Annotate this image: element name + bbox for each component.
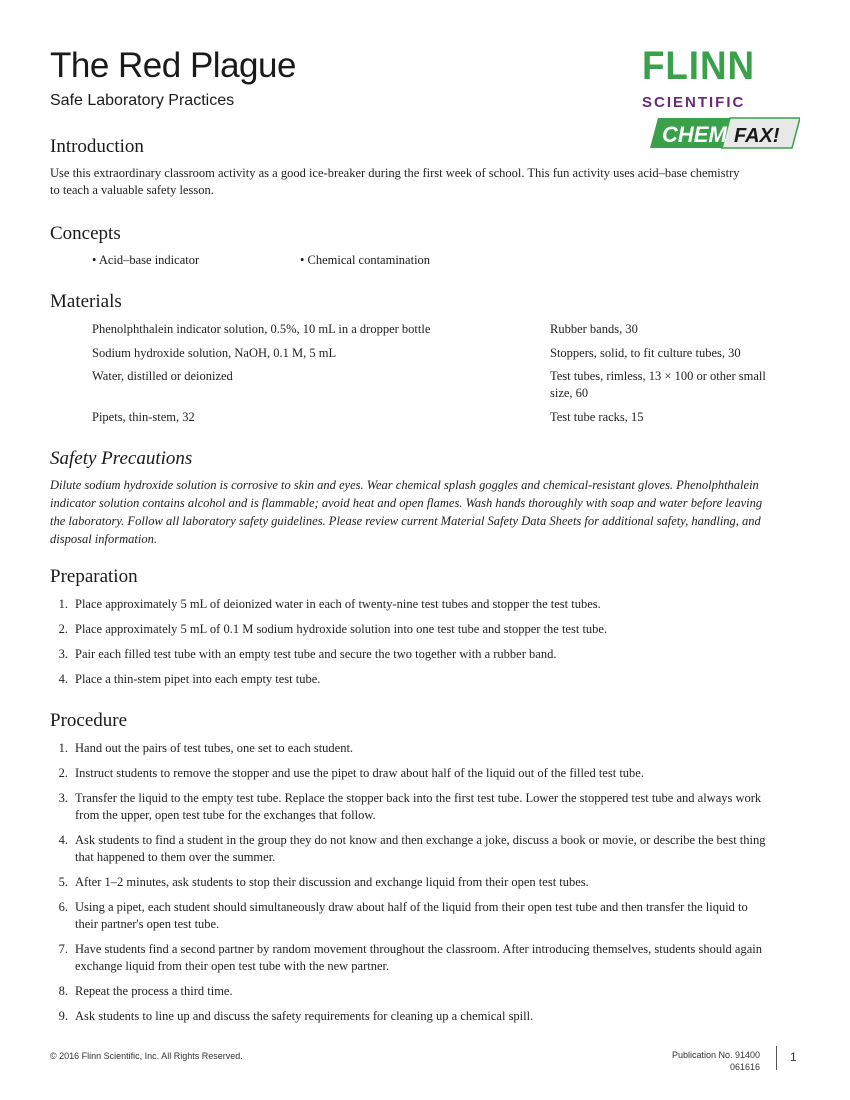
logo-scientific: SCIENTIFIC xyxy=(642,94,746,111)
procedure-step: 1. Hand out the pairs of test tubes, one set to each student. xyxy=(58,741,354,755)
procedure-step: 8. Repeat the process a third time. xyxy=(58,984,233,998)
preparation-step: 3. Pair each filled test tube with an empty test tube and secure the two together with a rubber band. xyxy=(58,647,557,661)
publication-code: 061616 xyxy=(729,1062,760,1072)
safety-heading: Safety Precautions xyxy=(50,448,193,469)
introduction-text: Use this extraordinary classroom activity as a good ice-breaker during the first week of school. This fun activity uses acid–base chemistry to teach a valuable safety lesson. xyxy=(50,166,740,197)
material-item: Sodium hydroxide solution, NaOH, 0.1 M, 5 mL xyxy=(92,346,337,360)
procedure-step: 4. Ask students to find a student in the group they do not know and then exchange a joke, discuss a book or movie, or describe the best thing that happened to them over the summer. xyxy=(58,833,766,864)
material-item: Stoppers, solid, to fit culture tubes, 30 xyxy=(550,346,741,360)
material-item: Test tube racks, 15 xyxy=(550,410,644,424)
logo-chem: CHEM xyxy=(662,122,727,147)
introduction-heading: Introduction xyxy=(50,136,144,157)
procedure-step: 7. Have students find a second partner by random movement throughout the classroom. After introducing themselves, students should again exchange liquid from their open test tube with the new partner. xyxy=(58,942,763,973)
publication-number: Publication No. 91400 xyxy=(671,1050,760,1060)
procedure-step: 9. Ask students to line up and discuss the safety requirements for cleaning up a chemical spill. xyxy=(58,1009,534,1023)
publication-info xyxy=(672,1049,760,1073)
procedure-heading: Procedure xyxy=(50,710,128,731)
concept-item: • Acid–base indicator xyxy=(92,253,200,267)
materials-heading: Materials xyxy=(50,291,122,312)
material-item: Phenolphthalein indicator solution, 0.5%, 10 mL in a dropper bottle xyxy=(92,322,431,336)
logo-brand: FLINN xyxy=(642,44,755,88)
page-number: 1 xyxy=(790,1050,797,1064)
logo-fax: FAX! xyxy=(734,125,780,147)
safety-text: Dilute sodium hydroxide solution is corrosive to skin and eyes. Wear chemical splash goggles and chemical-resistant gloves. Phenolphthalein indicator solution contains alcohol and is flammable; avoid heat and open flames. Wash hands thoroughly with soap and water before leaving the laboratory. Follow all laboratory safety guidelines. Please review current Material Safety Data Sheets for additional safety, handling, and disposal information. xyxy=(50,478,763,546)
procedure-step: 3. Transfer the liquid to the empty test tube. Replace the stopper back into the first test tube. Lower the stoppered test tube and always work from the upper, open test tube for the exchanges that follow. xyxy=(58,791,762,822)
procedure-step: 5. After 1–2 minutes, ask students to stop their discussion and exchange liquid from their open test tubes. xyxy=(58,875,589,889)
preparation-step: 1. Place approximately 5 mL of deionized water in each of twenty-nine test tubes and stopper the test tubes. xyxy=(58,597,601,611)
concept-item: • Chemical contamination xyxy=(300,253,431,267)
preparation-step: 2. Place approximately 5 mL of 0.1 M sodium hydroxide solution into one test tube and stopper the test tube. xyxy=(58,622,608,636)
flinn-logo xyxy=(640,44,800,150)
footer-divider xyxy=(776,1046,777,1070)
concepts-heading: Concepts xyxy=(50,223,121,244)
procedure-list xyxy=(50,740,770,1033)
page-title: The Red Plague xyxy=(50,46,296,85)
page-subtitle: Safe Laboratory Practices xyxy=(50,92,235,109)
procedure-step: 6. Using a pipet, each student should simultaneously draw about half of the liquid from their open test tube and then transfer the liquid to their partner's open test tube. xyxy=(58,900,748,931)
preparation-step: 4. Place a thin-stem pipet into each empty test tube. xyxy=(58,672,321,686)
material-item: Water, distilled or deionized xyxy=(92,369,233,383)
procedure-step: 2. Instruct students to remove the stopper and use the pipet to draw about half of the liquid out of the filled test tube. xyxy=(58,766,644,780)
material-item: Test tubes, rimless, 13 × 100 or other small size, 60 xyxy=(550,369,766,400)
material-item: Rubber bands, 30 xyxy=(550,322,638,336)
copyright: © 2016 Flinn Scientific, Inc. All Rights Reserved. xyxy=(50,1051,243,1061)
preparation-list xyxy=(50,596,770,696)
preparation-heading: Preparation xyxy=(50,566,138,587)
chemfax-badge xyxy=(650,116,800,150)
material-item: Pipets, thin-stem, 32 xyxy=(92,410,195,424)
